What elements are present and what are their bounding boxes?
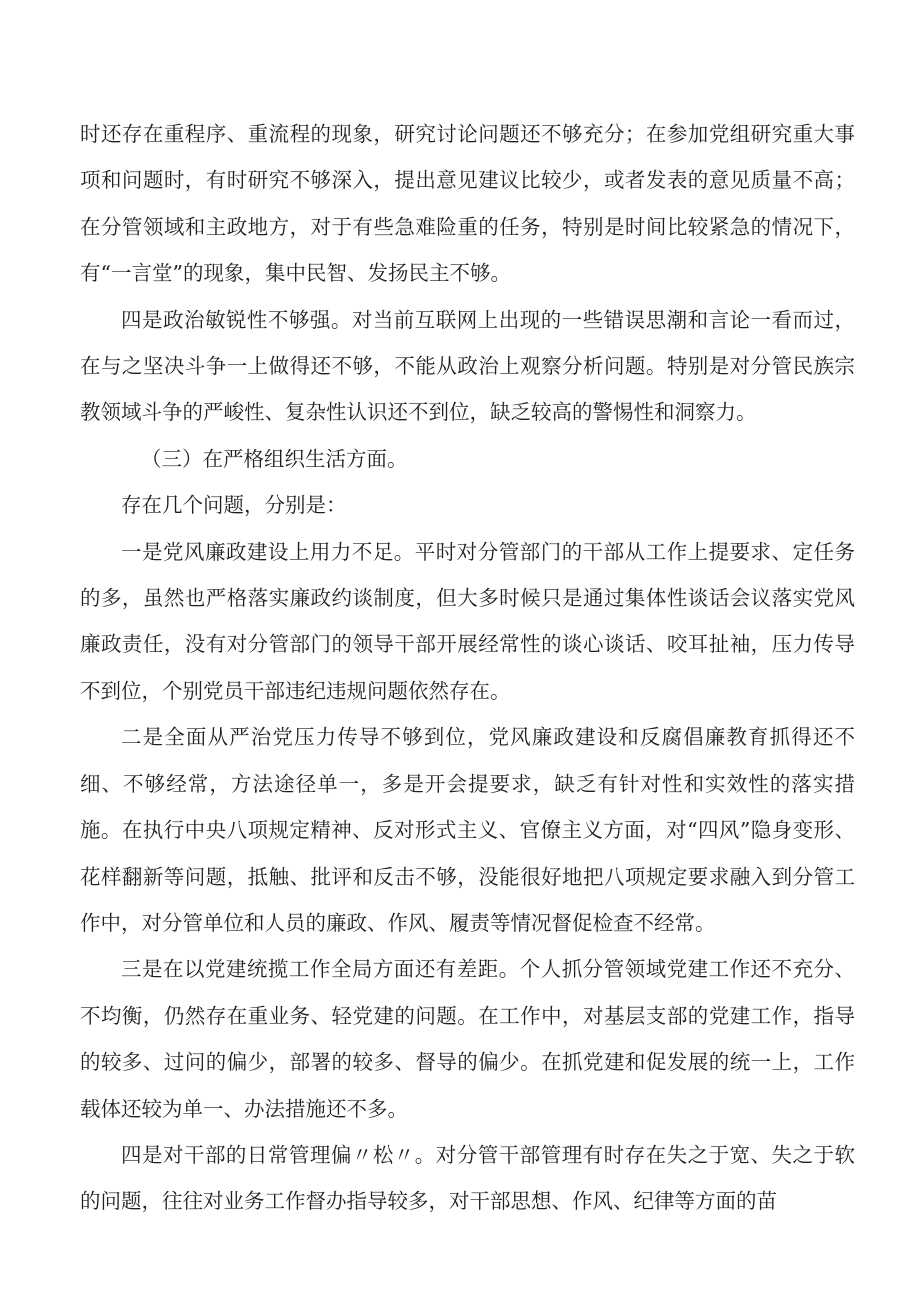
paragraph-problem-2: 二是全面从严治党压力传导不够到位，党风廉政建设和反腐倡廉教育抓得还不细、不够经常，方法途径单一，多是开会提要求，缺乏有针对性和实效性的落实措施。在执行中央八项规定精神、反对形式主义、官僚主义方面，对“四风”隐身变形、花样翻新等问题，抵触、批评和反击不够，没能很好地把八项规定要求融入到分管工作中，对分管单位和人员的廉政、作风、履责等情况督促检查不经常。 bbox=[80, 725, 855, 935]
paragraph-problem-1: 一是党风廉政建设上用力不足。平时对分管部门的干部从工作上提要求、定任务的多，虽然也严格落实廉政约谈制度，但大多时候只是通过集体性谈话会议落实党风廉政责任，没有对分管部门的领导干部开展经常性的谈心谈话、咬耳扯袖，压力传导不到位，个别党员干部违纪违规问题依然存在。 bbox=[80, 539, 855, 703]
section-heading-organizational-life: （三）在严格组织生活方面。 bbox=[141, 446, 408, 471]
paragraph-continuation: 时还存在重程序、重流程的现象，研究讨论问题还不够充分；在参加党组研究重大事项和问题时，有时研究不够深入，提出意见建议比较少，或者发表的意见质量不高；在分管领域和主政地方，对于有些急难险重的任务，特别是时间比较紧急的情况下，有“一言堂”的现象，集中民智、发扬民主不够。 bbox=[80, 122, 855, 286]
paragraph-political-sensitivity: 四是政治敏锐性不够强。对当前互联网上出现的一些错误思潮和言论一看而过，在与之坚决斗争一上做得还不够，不能从政治上观察分析问题。特别是对分管民族宗教领域斗争的严峻性、复杂性认识还不到位，缺乏较高的警惕性和洞察力。 bbox=[80, 307, 855, 425]
paragraph-problem-3: 三是在以党建统揽工作全局方面还有差距。个人抓分管领域党建工作还不充分、不均衡，仍然存在重业务、轻党建的问题。在工作中，对基层支部的党建工作，指导的较多、过问的偏少，部署的较多、督导的偏少。在抓党建和促发展的统一上，工作载体还较为单一、办法措施还不多。 bbox=[80, 957, 855, 1121]
paragraph-problems-intro: 存在几个问题，分别是： bbox=[121, 493, 347, 518]
paragraph-problem-4: 四是对干部的日常管理偏〃松〃。对分管干部管理有时存在失之于宽、失之于软的问题，往往对业务工作督办指导较多，对干部思想、作风、纪律等方面的苗 bbox=[80, 1142, 855, 1214]
document-body bbox=[80, 111, 855, 1225]
